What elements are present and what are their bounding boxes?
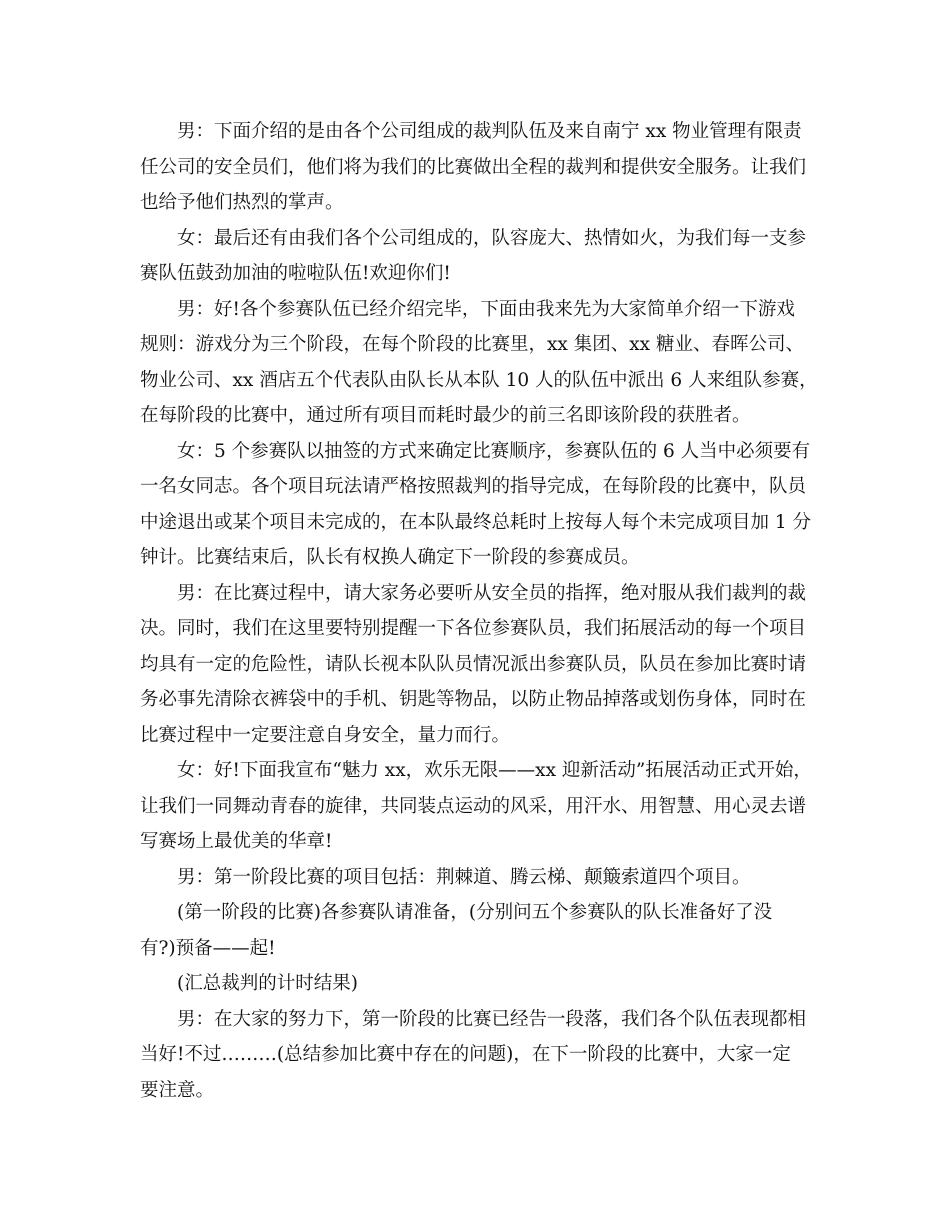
- text-line: 赛队伍鼓劲加油的啦啦队伍!欢迎你们!: [140, 263, 451, 284]
- text-line: 要注意。: [140, 1079, 215, 1101]
- text-line: 男：在大家的努力下，第一阶段的比赛已经告一段落，我们各个队伍表现都相: [177, 1008, 807, 1030]
- text-line: 男：在比赛过程中，请大家务必要听从安全员的指挥，绝对服从我们裁判的裁: [177, 582, 807, 604]
- text-line: 也给予他们热烈的掌声。: [140, 192, 344, 213]
- text-line: 在每阶段的比赛中，通过所有项目而耗时最少的前三名即该阶段的获胜者。: [140, 405, 751, 426]
- text-line: 女：好!下面我宣布“魅力 xx，欢乐无限——xx 迎新活动”拓展活动正式开始，: [177, 760, 812, 781]
- text-line: 让我们一同舞动青春的旋律，共同装点运动的风采，用汗水、用智慧、用心灵去谱: [140, 795, 807, 817]
- text-line: 规则：游戏分为三个阶段，在每个阶段的比赛里，xx 集团、xx 糖业、春晖公司、: [140, 334, 804, 355]
- text-line: 当好!不过………(总结参加比赛中存在的问题)，在下一阶段的比赛中，大家一定: [140, 1044, 791, 1065]
- text-line: 写赛场上最优美的华章!: [140, 831, 333, 852]
- text-line: 务必事先清除衣裤袋中的手机、钥匙等物品，以防止物品掉落或划伤身体，同时在: [140, 689, 807, 710]
- text-line: 女：最后还有由我们各个公司组成的，队容庞大、热情如火，为我们每一支参: [177, 227, 807, 249]
- text-line: 决。同时，我们在这里要特别提醒一下各位参赛队员，我们拓展活动的每一个项目: [140, 618, 807, 639]
- text-line: 一名女同志。各个项目玩法请严格按照裁判的指导完成，在每阶段的比赛中，队员: [140, 476, 807, 497]
- text-line: 物业公司、xx 酒店五个代表队由队长从本队 10 人的队伍中派出 6 人来组队参赛，: [140, 369, 818, 391]
- text-line: (汇总裁判的计时结果): [177, 973, 358, 994]
- text-line: 均具有一定的危险性，请队长视本队队员情况派出参赛队员，队员在参加比赛时请: [140, 653, 807, 675]
- text-line: 男：下面介绍的是由各个公司组成的裁判队伍及来自南宁 xx 物业管理有限责: [177, 121, 802, 142]
- text-line: 有?)预备——起!: [140, 937, 276, 959]
- text-line: 男：好!各个参赛队伍已经介绍完毕，下面由我来先为大家简单介绍一下游戏: [177, 298, 795, 320]
- text-line: 比赛过程中一定要注意自身安全，量力而行。: [140, 724, 511, 746]
- text-line: 钟计。比赛结束后，队长有权换人确定下一阶段的参赛成员。: [140, 547, 640, 568]
- text-line: 男：第一阶段比赛的项目包括：荆棘道、腾云梯、颠簸索道四个项目。: [177, 866, 751, 888]
- text-line: 中途退出或某个项目未完成的，在本队最终总耗时上按每人每个未完成项目加 1 分: [140, 511, 812, 533]
- text-line: (第一阶段的比赛)各参赛队请准备，(分别问五个参赛队的队长准备好了没: [177, 902, 773, 923]
- text-line: 女：5 个参赛队以抽签的方式来确定比赛顺序，参赛队伍的 6 人当中必须要有: [177, 440, 811, 462]
- document-body: [140, 114, 820, 1108]
- text-line: 任公司的安全员们，他们将为我们的比赛做出全程的裁判和提供安全服务。让我们: [140, 156, 807, 178]
